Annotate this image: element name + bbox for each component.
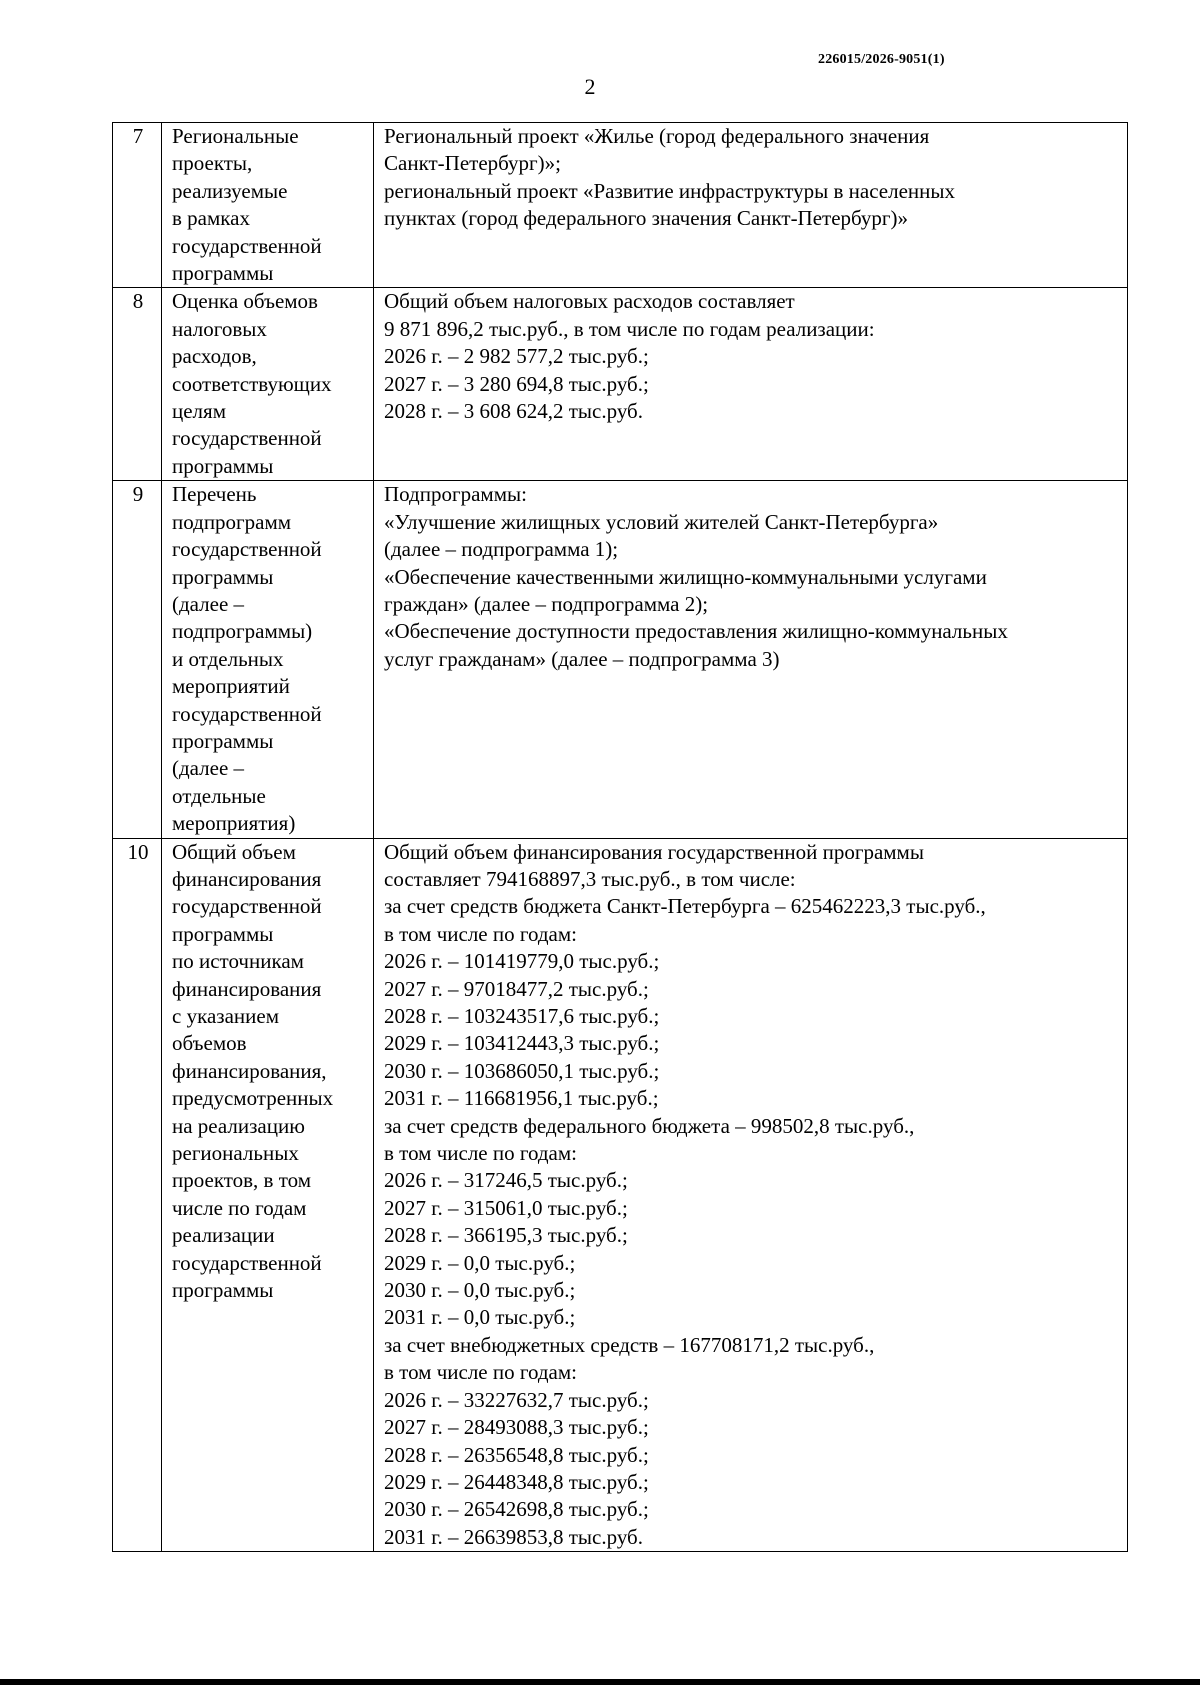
row-heading-line: программы — [172, 261, 274, 286]
row-content-line: 2028 г. – 26356548,8 тыс.руб.; — [384, 1442, 649, 1467]
table-row — [113, 288, 1128, 481]
row-content-line: 2026 г. – 101419779,0 тыс.руб.; — [384, 949, 660, 974]
row-heading-line: программы — [172, 453, 274, 478]
row-heading-line: государственной — [172, 701, 322, 726]
page-number: 2 — [584, 74, 596, 99]
row-heading-line: финансирования, — [172, 1058, 327, 1083]
row-content-line: в том числе по годам: — [384, 1141, 577, 1166]
row-heading-line: финансирования — [172, 976, 322, 1001]
row-content-line: 2029 г. – 0,0 тыс.руб.; — [384, 1250, 576, 1275]
row-content-line: 2030 г. – 26542698,8 тыс.руб.; — [384, 1497, 649, 1522]
row-heading-line: с указанием — [172, 1004, 279, 1028]
row-content-line: Санкт-Петербург)»; — [384, 151, 561, 176]
row-heading — [162, 123, 374, 288]
row-number: 10 — [113, 838, 162, 1552]
row-content-line: 2029 г. – 26448348,8 тыс.руб.; — [384, 1469, 649, 1494]
row-content-line: 2027 г. – 97018477,2 тыс.руб.; — [384, 976, 649, 1001]
row-content-line: Общий объем финансирования государственной программы — [384, 839, 924, 864]
row-heading-line: предусмотренных — [172, 1086, 334, 1111]
row-heading-line: на реализацию — [172, 1113, 305, 1138]
row-number: 9 — [113, 481, 162, 838]
row-heading-line: объемов — [172, 1031, 247, 1056]
row-heading-line: финансирования — [172, 866, 322, 891]
row-heading-line: государственной — [172, 537, 322, 562]
row-heading-line: мероприятия) — [172, 811, 296, 836]
row-heading-line: подпрограмм — [172, 509, 292, 534]
row-content-line: 2026 г. – 2 982 577,2 тыс.руб.; — [384, 344, 649, 369]
row-content-line: услуг гражданам» (далее – подпрограмма 3) — [384, 646, 780, 671]
row-heading-line: подпрограммы) — [172, 619, 313, 644]
row-content-line: пунктах (город федерального значения Санкт-Петербург)» — [384, 206, 909, 231]
row-heading-line: числе по годам — [172, 1195, 307, 1220]
row-content-line: 2030 г. – 103686050,1 тыс.руб.; — [384, 1058, 660, 1083]
program-passport-table — [112, 122, 1128, 1552]
row-heading-line: соответствующих — [172, 371, 332, 396]
row-content-line: 2030 г. – 0,0 тыс.руб.; — [384, 1278, 576, 1303]
row-heading — [162, 481, 374, 838]
row-content-line: Подпрограммы: — [384, 482, 527, 507]
row-heading-line: (далее – — [172, 591, 245, 616]
row-heading-line: отдельные — [172, 783, 266, 808]
row-content-line: региональный проект «Развитие инфраструктуры в населенных — [384, 178, 955, 203]
row-content-line: 2028 г. – 103243517,6 тыс.руб.; — [384, 1004, 660, 1028]
row-content-line: составляет 794168897,3 тыс.руб., в том числе: — [384, 866, 796, 891]
row-heading-line: программы — [172, 921, 274, 946]
row-heading-line: государственной — [172, 1250, 322, 1275]
row-content-line: за счет внебюджетных средств – 167708171,2 тыс.руб., — [384, 1332, 875, 1357]
row-content-line: 2027 г. – 3 280 694,8 тыс.руб.; — [384, 371, 649, 396]
row-content-line: 2026 г. – 317246,5 тыс.руб.; — [384, 1168, 628, 1193]
row-heading-line: расходов, — [172, 344, 257, 369]
row-heading-line: (далее – — [172, 756, 245, 781]
row-heading-line: и отдельных — [172, 646, 284, 671]
row-number: 7 — [113, 123, 162, 288]
row-heading — [162, 838, 374, 1552]
row-heading-line: в рамках — [172, 206, 250, 231]
row-number: 8 — [113, 288, 162, 481]
row-content — [374, 123, 1128, 288]
row-content-line: 2028 г. – 366195,3 тыс.руб.; — [384, 1223, 628, 1248]
row-content-line: в том числе по годам: — [384, 921, 577, 946]
row-content-line: 2027 г. – 315061,0 тыс.руб.; — [384, 1195, 628, 1220]
row-content-line: 9 871 896,2 тыс.руб., в том числе по годам реализации: — [384, 316, 875, 341]
row-content-line: «Улучшение жилищных условий жителей Санкт-Петербурга» — [384, 509, 939, 534]
row-heading-line: государственной — [172, 894, 322, 919]
row-heading-line: Оценка объемов — [172, 289, 318, 314]
row-content-line: за счет средств бюджета Санкт-Петербурга – 625462223,3 тыс.руб., — [384, 894, 986, 919]
table-row — [113, 123, 1128, 288]
passport-table-body — [113, 123, 1128, 1552]
row-content-line: 2031 г. – 0,0 тыс.руб.; — [384, 1305, 576, 1330]
table-row — [113, 481, 1128, 838]
row-content — [374, 481, 1128, 838]
row-heading-line: государственной — [172, 233, 322, 258]
row-content-line: 2028 г. – 3 608 624,2 тыс.руб. — [384, 399, 643, 424]
row-content-line: в том числе по годам: — [384, 1360, 577, 1385]
row-content-line: (далее – подпрограмма 1); — [384, 537, 619, 562]
row-heading-line: Региональные — [172, 124, 299, 148]
row-heading-line: проекты, — [172, 151, 253, 176]
row-heading-line: Перечень — [172, 482, 257, 507]
row-content-line: «Обеспечение доступности предоставления жилищно-коммунальных — [384, 619, 1008, 644]
row-heading-line: по источникам — [172, 949, 304, 974]
row-content-line: 2031 г. – 26639853,8 тыс.руб. — [384, 1524, 643, 1549]
row-heading-line: государственной — [172, 426, 322, 451]
row-heading-line: региональных — [172, 1141, 299, 1166]
row-heading — [162, 288, 374, 481]
row-heading-line: проектов, в том — [172, 1168, 312, 1193]
row-content-line: граждан» (далее – подпрограмма 2); — [384, 591, 709, 616]
row-heading-line: реализации — [172, 1223, 275, 1248]
row-content-line: за счет средств федерального бюджета – 998502,8 тыс.руб., — [384, 1113, 915, 1138]
row-content-line: «Обеспечение качественными жилищно-коммунальными услугами — [384, 564, 987, 589]
row-heading-line: программы — [172, 728, 274, 753]
row-heading-line: программы — [172, 564, 274, 589]
row-heading-line: целям — [172, 399, 226, 424]
row-content-line: Региональный проект «Жилье (город федерального значения — [384, 124, 930, 148]
row-content-line: 2029 г. – 103412443,3 тыс.руб.; — [384, 1031, 660, 1056]
row-content — [374, 838, 1128, 1552]
row-heading-line: программы — [172, 1278, 274, 1303]
document-registration-number: 226015/2026-9051(1) — [818, 52, 945, 67]
row-heading-line: реализуемые — [172, 178, 288, 203]
row-content-line: 2026 г. – 33227632,7 тыс.руб.; — [384, 1387, 649, 1412]
row-content — [374, 288, 1128, 481]
row-content-line: 2031 г. – 116681956,1 тыс.руб.; — [384, 1086, 659, 1111]
row-heading-line: Общий объем — [172, 839, 296, 864]
row-heading-line: налоговых — [172, 316, 267, 341]
row-content-line: Общий объем налоговых расходов составляет — [384, 289, 795, 314]
row-heading-line: мероприятий — [172, 674, 290, 699]
page-bottom-border — [0, 1679, 1200, 1685]
table-row — [113, 838, 1128, 1552]
row-content-line: 2027 г. – 28493088,3 тыс.руб.; — [384, 1415, 649, 1440]
